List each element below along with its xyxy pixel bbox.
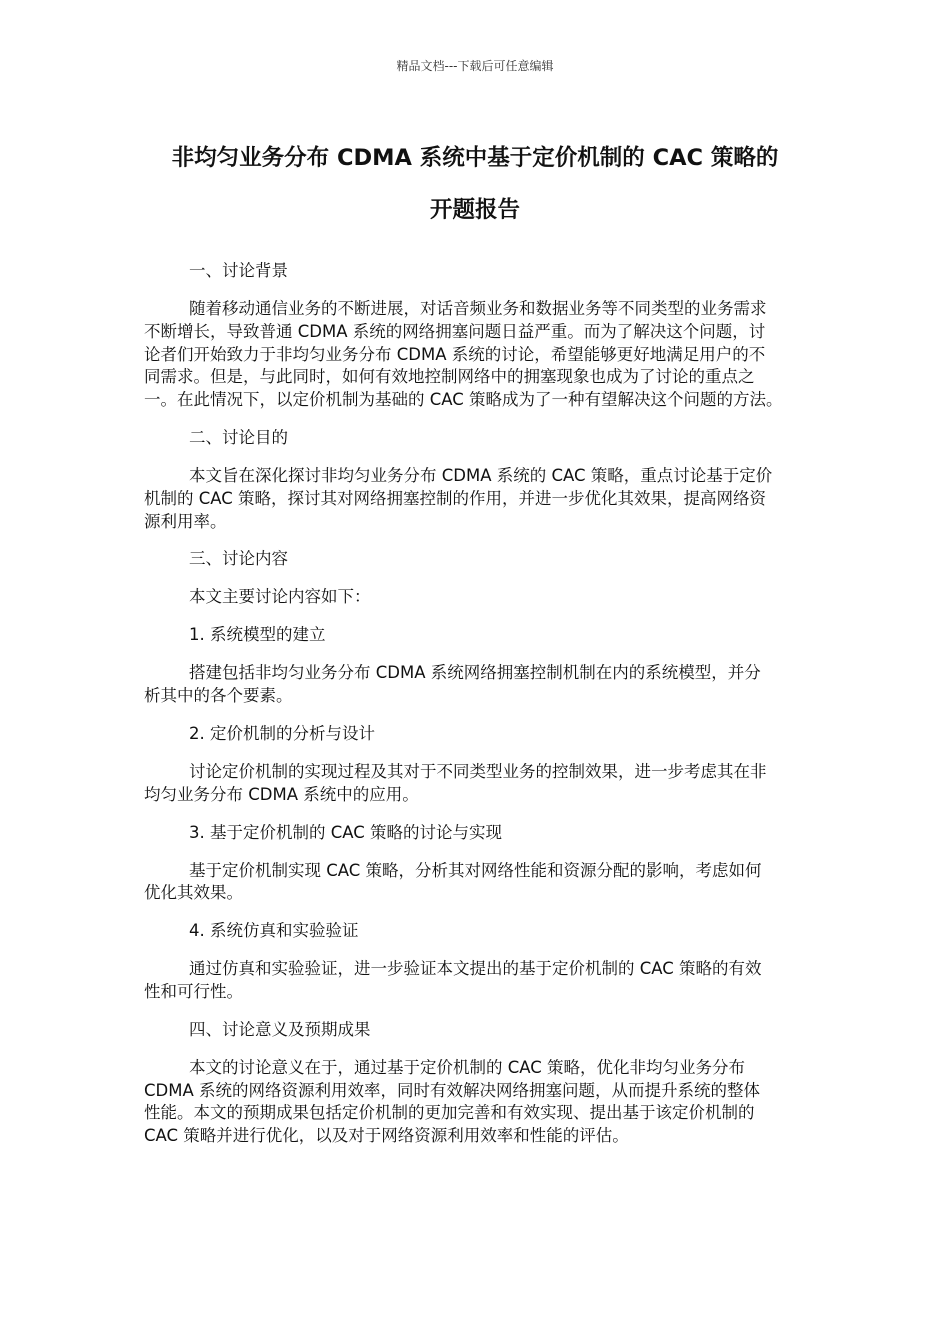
- section-heading-content: 三、讨论内容: [189, 549, 288, 569]
- item-heading-3: 3. 基于定价机制的 CAC 策略的讨论与实现: [189, 822, 503, 842]
- document-title: [128, 132, 822, 236]
- text-line: 基于定价机制实现 CAC 策略，分析其对网络性能和资源分配的影响，考虑如何: [189, 860, 762, 880]
- text-line: 通过仿真和实验验证，进一步验证本文提出的基于定价机制的 CAC 策略的有效: [189, 959, 762, 979]
- text-line: 本文的讨论意义在于，通过基于定价机制的 CAC 策略，优化非均匀业务分布: [189, 1057, 746, 1077]
- text-line: 论者们开始致力于非均匀业务分布 CDMA 系统的讨论，希望能够更好地满足用户的不: [144, 344, 766, 364]
- title-line-1: 非均匀业务分布 CDMA 系统中基于定价机制的 CAC 策略的: [171, 145, 779, 171]
- text-line: 析其中的各个要素。: [144, 686, 293, 706]
- text-line: 本文旨在深化探讨非均匀业务分布 CDMA 系统的 CAC 策略，重点讨论基于定价: [189, 465, 773, 485]
- text-line: 不断增长，导致普通 CDMA 系统的网络拥塞问题日益严重。而为了解决这个问题，讨: [144, 321, 766, 341]
- text-line: CAC 策略并进行优化，以及对于网络资源利用效率和性能的评估。: [144, 1126, 629, 1146]
- item-paragraph-3: [144, 860, 812, 906]
- item-heading-4: 4. 系统仿真和实验验证: [189, 921, 359, 941]
- text-line: CDMA 系统的网络资源利用效率，同时有效解决网络拥塞问题，从而提升系统的整体: [144, 1080, 760, 1100]
- item-heading-2: 2. 定价机制的分析与设计: [189, 723, 375, 743]
- item-paragraph-4: [144, 958, 812, 1004]
- text-line: 性能。本文的预期成果包括定价机制的更加完善和有效实现、提出基于该定价机制的: [144, 1103, 755, 1123]
- text-line: 一。在此情况下，以定价机制为基础的 CAC 策略成为了一种有望解决这个问题的方法。: [144, 390, 783, 410]
- item-paragraph-1: [144, 662, 812, 708]
- text-line: 随着移动通信业务的不断进展，对话音频业务和数据业务等不同类型的业务需求: [189, 299, 767, 318]
- text-line: 搭建包括非均匀业务分布 CDMA 系统网络拥塞控制机制在内的系统模型，并分: [189, 663, 761, 683]
- paragraph-background: [144, 298, 812, 412]
- text-line: 同需求。但是，与此同时，如何有效地控制网络中的拥塞现象也成为了讨论的重点之: [144, 367, 755, 387]
- text-line: 讨论定价机制的实现过程及其对于不同类型业务的控制效果，进一步考虑其在非: [189, 761, 767, 781]
- section-heading-significance: 四、讨论意义及预期成果: [189, 1019, 371, 1039]
- text-line: 优化其效果。: [144, 883, 243, 903]
- header-note: 精品文档---下载后可任意编辑: [396, 59, 554, 73]
- section-heading-background: 一、讨论背景: [189, 261, 288, 280]
- item-heading-1: 1. 系统模型的建立: [189, 625, 326, 645]
- section-heading-purpose: 二、讨论目的: [189, 427, 288, 447]
- paragraph-purpose: [144, 465, 812, 533]
- text-line: 源利用率。: [144, 511, 227, 531]
- document-body: [144, 260, 812, 1163]
- item-paragraph-2: [144, 761, 812, 807]
- text-line: 机制的 CAC 策略，探讨其对网络拥塞控制的作用，并进一步优化其效果，提高网络资: [144, 488, 767, 508]
- text-line: 性和可行性。: [144, 981, 243, 1001]
- text-line: 均匀业务分布 CDMA 系统中的应用。: [144, 784, 419, 804]
- title-line-2: 开题报告: [429, 197, 520, 223]
- paragraph-significance: [144, 1057, 812, 1148]
- content-intro: 本文主要讨论内容如下：: [189, 587, 371, 607]
